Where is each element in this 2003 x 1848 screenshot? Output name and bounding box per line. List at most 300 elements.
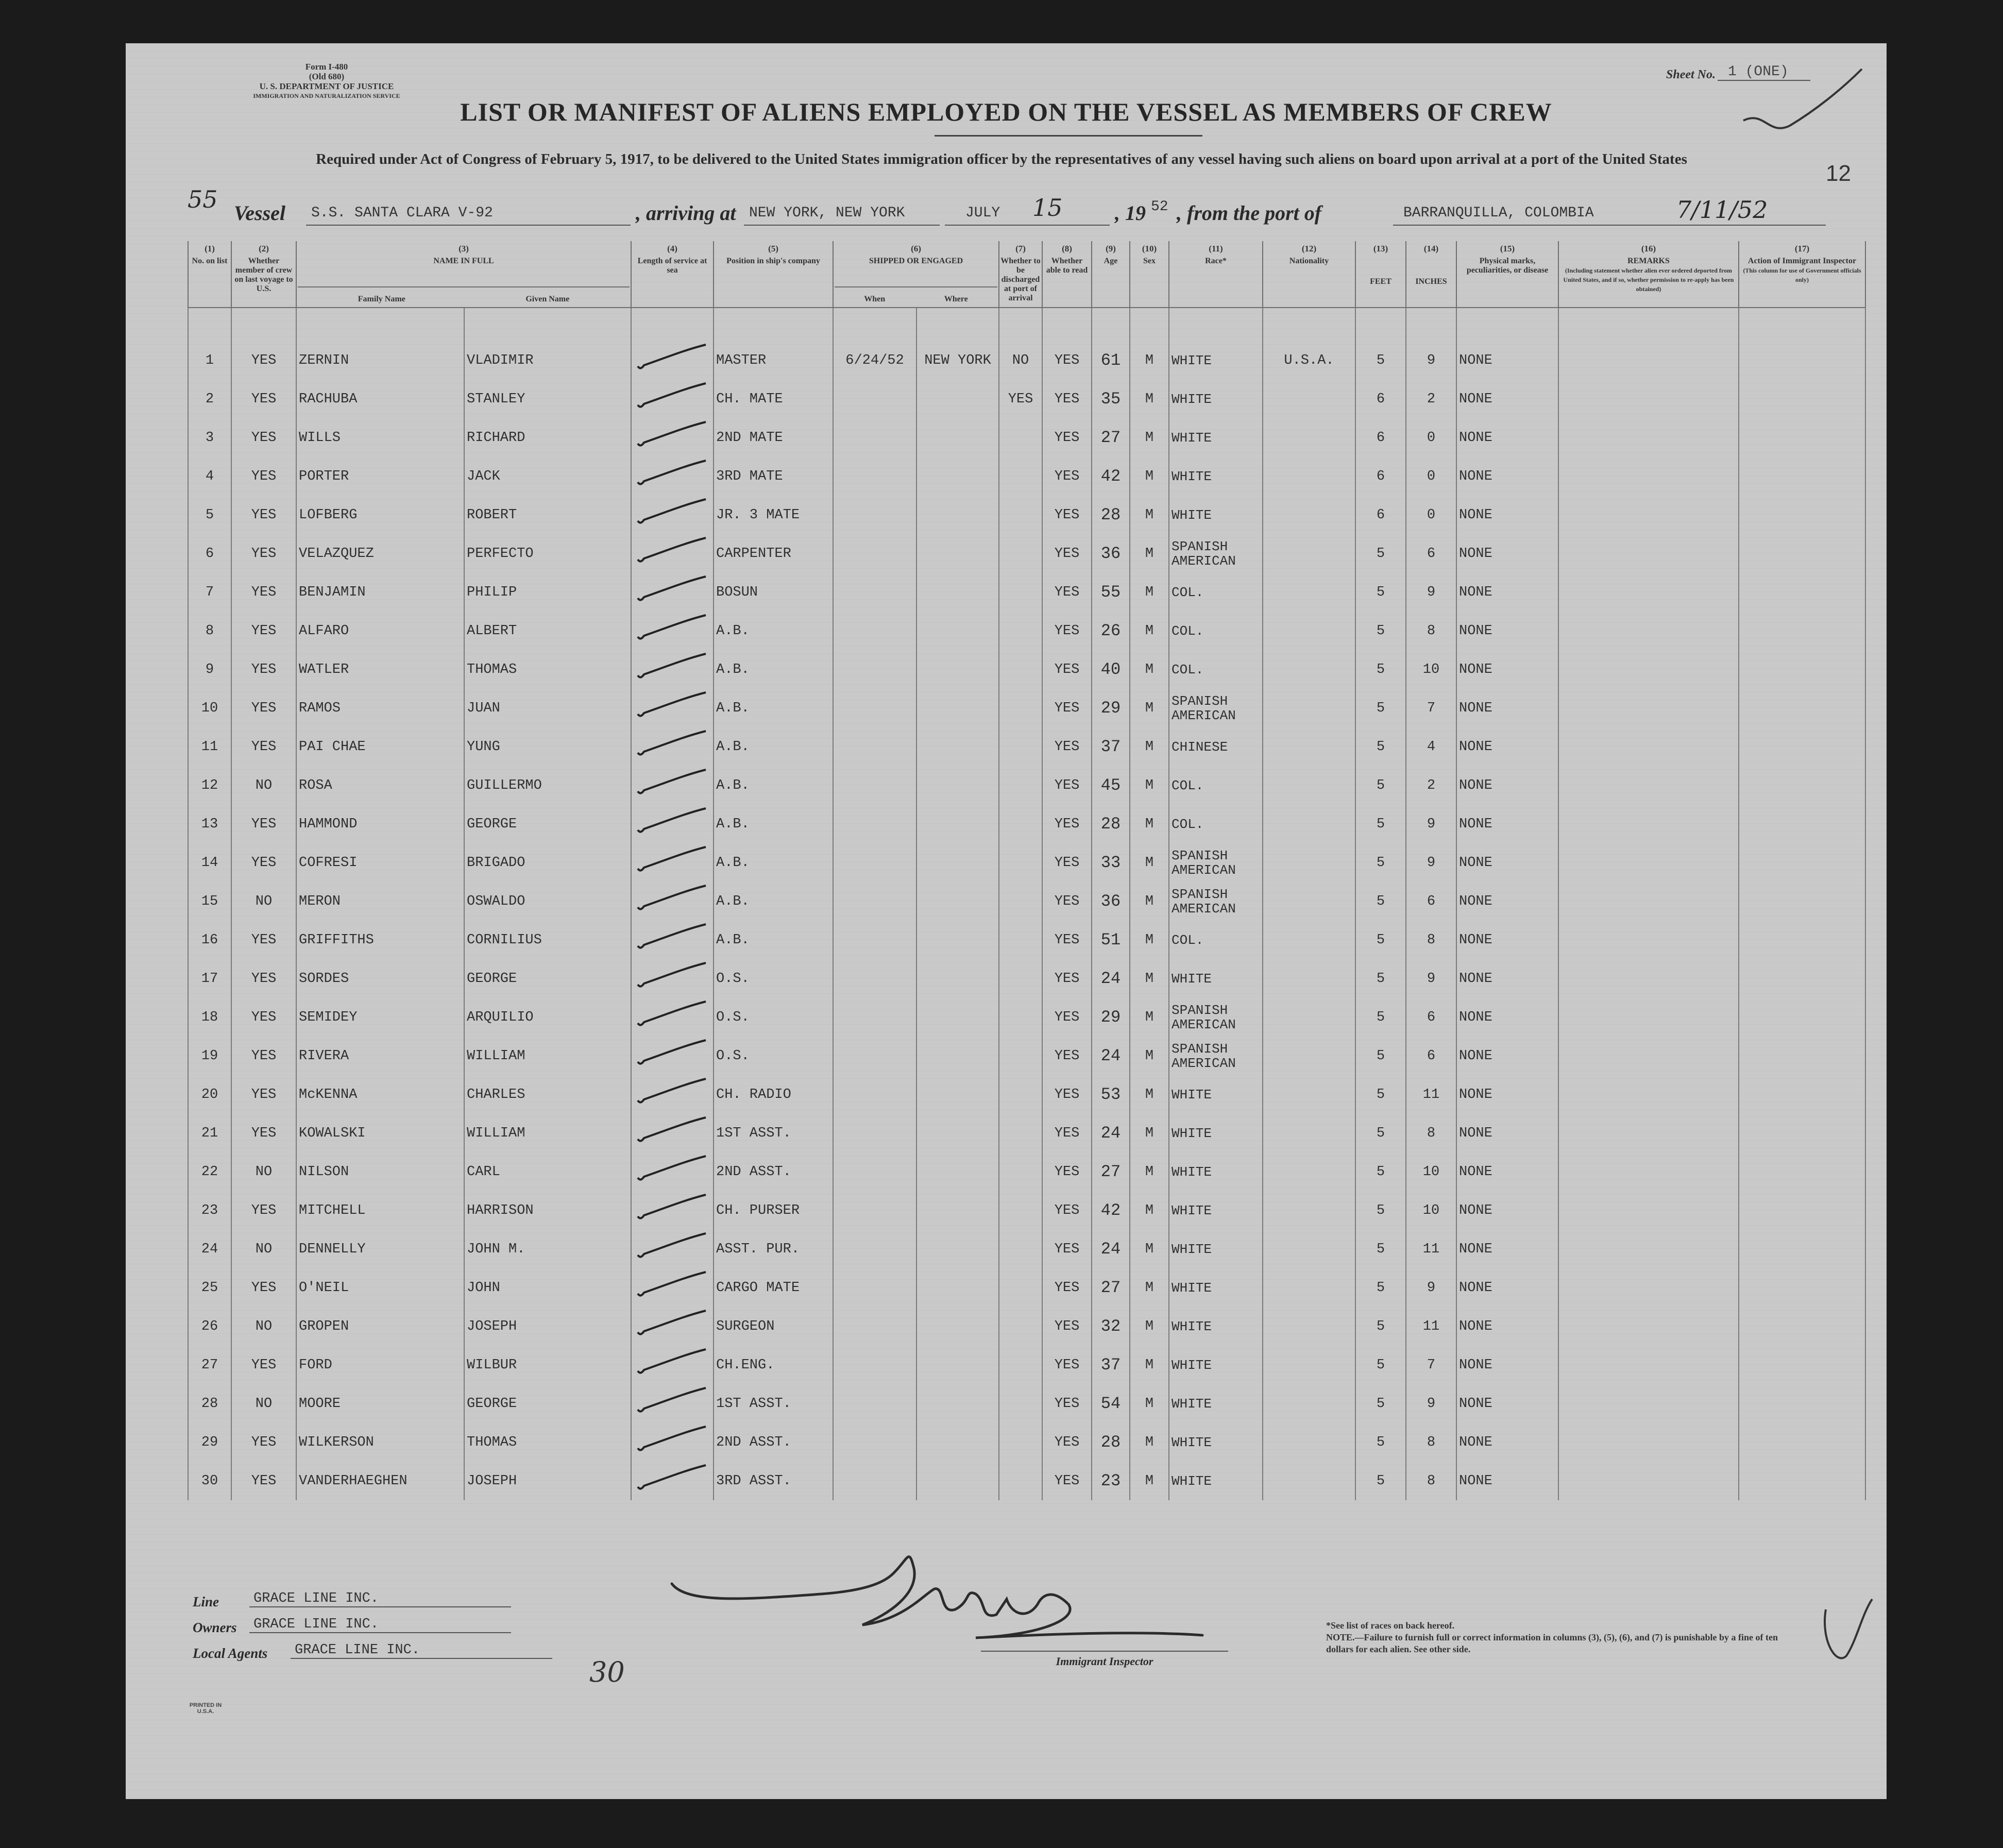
- cell-row-number: 13: [188, 805, 231, 843]
- cell-race: WHITE: [1169, 496, 1263, 534]
- cell-height-inches: 6: [1406, 998, 1456, 1037]
- cell-previous-voyage: YES: [231, 1037, 296, 1075]
- crew-row: [188, 1230, 1865, 1268]
- cell-family-name: VELAZQUEZ: [296, 534, 464, 573]
- cell-previous-voyage: NO: [231, 1152, 296, 1191]
- cell-age: 24: [1092, 1114, 1130, 1152]
- cell-position: ASST. PUR.: [714, 1230, 833, 1268]
- cell-able-to-read: YES: [1042, 1191, 1092, 1230]
- cell-physical-marks: NONE: [1456, 496, 1558, 534]
- check-mark-icon: [634, 845, 711, 876]
- cell-inspector-action: [1739, 998, 1865, 1037]
- crew-row: [188, 612, 1865, 650]
- cell-shipped-where: [916, 1075, 999, 1114]
- cell-service-check: [631, 805, 714, 843]
- cell-nationality: [1263, 1307, 1355, 1346]
- cell-age: 61: [1092, 341, 1130, 380]
- cell-row-number: 12: [188, 766, 231, 805]
- cell-able-to-read: YES: [1042, 1423, 1092, 1462]
- cell-family-name: BENJAMIN: [296, 573, 464, 612]
- cell-row-number: 2: [188, 380, 231, 418]
- cell-nationality: [1263, 418, 1355, 457]
- cell-able-to-read: YES: [1042, 612, 1092, 650]
- cell-nationality: [1263, 1152, 1355, 1191]
- cell-discharged: [999, 921, 1042, 959]
- inspector-signature: [667, 1537, 1244, 1661]
- cell-shipped-when: [833, 1037, 916, 1075]
- cell-nationality: [1263, 1384, 1355, 1423]
- manifest-body: [188, 308, 1865, 1500]
- cell-shipped-where: [916, 1037, 999, 1075]
- cell-able-to-read: YES: [1042, 1462, 1092, 1500]
- cell-able-to-read: YES: [1042, 1152, 1092, 1191]
- local-agents-label: Local Agents: [193, 1646, 268, 1661]
- cell-inspector-action: [1739, 921, 1865, 959]
- crew-row: [188, 380, 1865, 418]
- cell-inspector-action: [1739, 650, 1865, 689]
- cell-remarks: [1558, 341, 1739, 380]
- cell-inspector-action: [1739, 1384, 1865, 1423]
- cell-height-feet: 5: [1355, 1307, 1406, 1346]
- cell-able-to-read: YES: [1042, 650, 1092, 689]
- cell-service-check: [631, 921, 714, 959]
- crew-row: [188, 650, 1865, 689]
- check-mark-icon: [634, 1347, 711, 1378]
- cell-able-to-read: YES: [1042, 1268, 1092, 1307]
- cell-remarks: [1558, 1230, 1739, 1268]
- cell-sex: M: [1130, 650, 1169, 689]
- header-height-feet: (13) FEET: [1355, 241, 1406, 308]
- crew-row: [188, 418, 1865, 457]
- cell-shipped-where: [916, 1152, 999, 1191]
- owners-value: GRACE LINE INC.: [249, 1617, 511, 1633]
- crew-row: [188, 1346, 1865, 1384]
- cell-discharged: [999, 534, 1042, 573]
- vessel-label: Vessel: [234, 201, 285, 225]
- cell-age: 29: [1092, 689, 1130, 727]
- cell-inspector-action: [1739, 341, 1865, 380]
- cell-race: CHINESE: [1169, 727, 1263, 766]
- cell-age: 42: [1092, 457, 1130, 496]
- cell-shipped-when: [833, 1307, 916, 1346]
- check-mark-icon: [634, 961, 711, 992]
- crew-row: [188, 1037, 1865, 1075]
- cell-service-check: [631, 573, 714, 612]
- cell-height-feet: 5: [1355, 1462, 1406, 1500]
- cell-previous-voyage: YES: [231, 998, 296, 1037]
- cell-discharged: [999, 612, 1042, 650]
- cell-race: COL.: [1169, 805, 1263, 843]
- cell-position: CH.ENG.: [714, 1346, 833, 1384]
- cell-given-name: JOSEPH: [464, 1307, 631, 1346]
- cell-nationality: [1263, 1346, 1355, 1384]
- crew-row: [188, 1191, 1865, 1230]
- cell-shipped-when: [833, 1230, 916, 1268]
- cell-family-name: PORTER: [296, 457, 464, 496]
- cell-age: 40: [1092, 650, 1130, 689]
- cell-height-inches: 11: [1406, 1230, 1456, 1268]
- cell-height-inches: 10: [1406, 1152, 1456, 1191]
- cell-given-name: BRIGADO: [464, 843, 631, 882]
- cell-physical-marks: NONE: [1456, 727, 1558, 766]
- cell-sex: M: [1130, 534, 1169, 573]
- cell-shipped-when: [833, 805, 916, 843]
- cell-family-name: McKENNA: [296, 1075, 464, 1114]
- date-underline: [945, 225, 1110, 226]
- cell-inspector-action: [1739, 766, 1865, 805]
- crew-row: [188, 689, 1865, 727]
- cell-remarks: [1558, 1268, 1739, 1307]
- cell-service-check: [631, 457, 714, 496]
- cell-service-check: [631, 612, 714, 650]
- cell-discharged: [999, 689, 1042, 727]
- cell-remarks: [1558, 921, 1739, 959]
- cell-physical-marks: NONE: [1456, 882, 1558, 921]
- cell-family-name: GROPEN: [296, 1307, 464, 1346]
- cell-race: WHITE: [1169, 1384, 1263, 1423]
- cell-sex: M: [1130, 1423, 1169, 1462]
- sheet-label: Sheet No.: [1666, 68, 1716, 81]
- cell-remarks: [1558, 843, 1739, 882]
- cell-service-check: [631, 766, 714, 805]
- cell-row-number: 9: [188, 650, 231, 689]
- cell-row-number: 20: [188, 1075, 231, 1114]
- check-mark-icon: [634, 459, 711, 489]
- cell-age: 42: [1092, 1191, 1130, 1230]
- header-able-to-read: (8) Whether able to read: [1042, 241, 1092, 308]
- cell-given-name: JOSEPH: [464, 1462, 631, 1500]
- cell-discharged: [999, 1384, 1042, 1423]
- header-sex: (10) Sex: [1130, 241, 1169, 308]
- cell-given-name: CORNILIUS: [464, 921, 631, 959]
- cell-race: WHITE: [1169, 1268, 1263, 1307]
- departure-port: BARRANQUILLA, COLOMBIA: [1403, 205, 1594, 221]
- cell-age: 24: [1092, 959, 1130, 998]
- cell-sex: M: [1130, 766, 1169, 805]
- cell-nationality: [1263, 1423, 1355, 1462]
- cell-shipped-where: [916, 766, 999, 805]
- cell-physical-marks: NONE: [1456, 1075, 1558, 1114]
- cell-age: 54: [1092, 1384, 1130, 1423]
- arriving-port: NEW YORK, NEW YORK: [749, 205, 905, 221]
- cell-shipped-when: [833, 650, 916, 689]
- cell-previous-voyage: YES: [231, 1191, 296, 1230]
- cell-age: 37: [1092, 727, 1130, 766]
- cell-service-check: [631, 1037, 714, 1075]
- cell-inspector-action: [1739, 727, 1865, 766]
- crew-row: [188, 998, 1865, 1037]
- cell-position: 1ST ASST.: [714, 1384, 833, 1423]
- cell-shipped-when: [833, 418, 916, 457]
- cell-height-feet: 5: [1355, 1346, 1406, 1384]
- cell-shipped-where: [916, 457, 999, 496]
- cell-row-number: 25: [188, 1268, 231, 1307]
- cell-inspector-action: [1739, 612, 1865, 650]
- cell-physical-marks: NONE: [1456, 1268, 1558, 1307]
- cell-shipped-when: [833, 843, 916, 882]
- cell-physical-marks: NONE: [1456, 380, 1558, 418]
- year-suffix: 52: [1151, 199, 1168, 215]
- cell-shipped-when: [833, 1152, 916, 1191]
- cell-remarks: [1558, 1384, 1739, 1423]
- arrival-day: 15: [1032, 194, 1063, 222]
- cell-sex: M: [1130, 612, 1169, 650]
- cell-row-number: 28: [188, 1384, 231, 1423]
- cell-given-name: JOHN M.: [464, 1230, 631, 1268]
- cell-nationality: [1263, 766, 1355, 805]
- cell-service-check: [631, 1075, 714, 1114]
- cell-physical-marks: NONE: [1456, 843, 1558, 882]
- cell-row-number: 15: [188, 882, 231, 921]
- cell-row-number: 27: [188, 1346, 231, 1384]
- cell-physical-marks: NONE: [1456, 689, 1558, 727]
- header-when: When: [864, 295, 886, 303]
- cell-previous-voyage: YES: [231, 418, 296, 457]
- cell-row-number: 22: [188, 1152, 231, 1191]
- cell-age: 28: [1092, 805, 1130, 843]
- cell-race: WHITE: [1169, 1346, 1263, 1384]
- cell-given-name: THOMAS: [464, 1423, 631, 1462]
- cell-shipped-where: [916, 921, 999, 959]
- cell-remarks: [1558, 573, 1739, 612]
- cell-position: CARGO MATE: [714, 1268, 833, 1307]
- cell-service-check: [631, 650, 714, 689]
- cell-family-name: LOFBERG: [296, 496, 464, 534]
- cell-nationality: [1263, 998, 1355, 1037]
- cell-race: WHITE: [1169, 1152, 1263, 1191]
- cell-sex: M: [1130, 1268, 1169, 1307]
- cell-remarks: [1558, 496, 1739, 534]
- header-name-in-full: (3) NAME IN FULL Family Name Given Name: [296, 241, 631, 308]
- immigrant-inspector-label: Immigrant Inspector: [981, 1651, 1228, 1668]
- cell-shipped-when: [833, 573, 916, 612]
- cell-sex: M: [1130, 1346, 1169, 1384]
- cell-height-feet: 5: [1355, 573, 1406, 612]
- cell-inspector-action: [1739, 689, 1865, 727]
- cell-service-check: [631, 998, 714, 1037]
- cell-race: WHITE: [1169, 457, 1263, 496]
- cell-able-to-read: YES: [1042, 1075, 1092, 1114]
- cell-physical-marks: NONE: [1456, 341, 1558, 380]
- cell-previous-voyage: YES: [231, 380, 296, 418]
- crew-row: [188, 1152, 1865, 1191]
- cell-age: 27: [1092, 1152, 1130, 1191]
- crew-row: [188, 341, 1865, 380]
- header-shipped-or-engaged: (6) SHIPPED OR ENGAGED When Where: [833, 241, 999, 308]
- cell-inspector-action: [1739, 882, 1865, 921]
- cell-row-number: 10: [188, 689, 231, 727]
- cell-height-inches: 11: [1406, 1307, 1456, 1346]
- cell-able-to-read: YES: [1042, 341, 1092, 380]
- cell-row-number: 3: [188, 418, 231, 457]
- cell-given-name: THOMAS: [464, 650, 631, 689]
- cell-discharged: [999, 805, 1042, 843]
- cell-nationality: [1263, 882, 1355, 921]
- cell-discharged: [999, 1462, 1042, 1500]
- check-mark-icon: [634, 1077, 711, 1108]
- cell-height-feet: 5: [1355, 843, 1406, 882]
- cell-shipped-where: [916, 1346, 999, 1384]
- header-given-name: Given Name: [525, 295, 570, 303]
- cell-given-name: GEORGE: [464, 805, 631, 843]
- cell-age: 45: [1092, 766, 1130, 805]
- cell-shipped-when: [833, 921, 916, 959]
- bottom-check-mark: [1815, 1594, 1877, 1671]
- cell-service-check: [631, 534, 714, 573]
- cell-able-to-read: YES: [1042, 418, 1092, 457]
- cell-able-to-read: YES: [1042, 457, 1092, 496]
- check-mark-icon: [634, 1154, 711, 1185]
- service-name: IMMIGRATION AND NATURALIZATION SERVICE: [253, 92, 400, 99]
- cell-physical-marks: NONE: [1456, 959, 1558, 998]
- cell-position: 2ND ASST.: [714, 1152, 833, 1191]
- cell-position: O.S.: [714, 1037, 833, 1075]
- check-mark-icon: [634, 497, 711, 528]
- cell-remarks: [1558, 727, 1739, 766]
- cell-inspector-action: [1739, 1114, 1865, 1152]
- cell-height-inches: 2: [1406, 380, 1456, 418]
- cell-discharged: [999, 882, 1042, 921]
- cell-height-feet: 5: [1355, 882, 1406, 921]
- cell-remarks: [1558, 380, 1739, 418]
- cell-height-inches: 7: [1406, 1346, 1456, 1384]
- cell-remarks: [1558, 959, 1739, 998]
- check-mark-icon: [634, 420, 711, 451]
- cell-height-inches: 9: [1406, 1384, 1456, 1423]
- cell-row-number: 17: [188, 959, 231, 998]
- requirement-statement: Required under Act of Congress of February 5, 1917, to be delivered to the United States immigration officer by the representatives of any vessel having such aliens on board upon arrival at a port of the United States: [316, 151, 1687, 167]
- cell-height-feet: 5: [1355, 1191, 1406, 1230]
- cell-race: WHITE: [1169, 959, 1263, 998]
- cell-previous-voyage: NO: [231, 1230, 296, 1268]
- cell-family-name: GRIFFITHS: [296, 921, 464, 959]
- cell-family-name: WILLS: [296, 418, 464, 457]
- cell-shipped-where: [916, 998, 999, 1037]
- check-mark-icon: [634, 999, 711, 1030]
- cell-shipped-when: [833, 1075, 916, 1114]
- check-mark-icon: [634, 1463, 711, 1494]
- cell-row-number: 4: [188, 457, 231, 496]
- document-title: LIST OR MANIFEST OF ALIENS EMPLOYED ON THE VESSEL AS MEMBERS OF CREW: [460, 97, 1552, 126]
- cell-given-name: WILLIAM: [464, 1037, 631, 1075]
- cell-inspector-action: [1739, 1230, 1865, 1268]
- cell-given-name: JUAN: [464, 689, 631, 727]
- cell-discharged: [999, 1191, 1042, 1230]
- cell-height-feet: 5: [1355, 959, 1406, 998]
- cell-height-feet: 5: [1355, 766, 1406, 805]
- cell-position: A.B.: [714, 766, 833, 805]
- cell-inspector-action: [1739, 457, 1865, 496]
- cell-height-feet: 6: [1355, 380, 1406, 418]
- cell-able-to-read: YES: [1042, 766, 1092, 805]
- cell-race: WHITE: [1169, 1075, 1263, 1114]
- cell-position: A.B.: [714, 689, 833, 727]
- cell-family-name: ROSA: [296, 766, 464, 805]
- header-list-number: (1) No. on list: [188, 241, 231, 308]
- header-length-of-service: (4) Length of service at sea: [631, 241, 714, 308]
- cell-inspector-action: [1739, 805, 1865, 843]
- cell-previous-voyage: YES: [231, 1462, 296, 1500]
- cell-sex: M: [1130, 1114, 1169, 1152]
- cell-inspector-action: [1739, 1346, 1865, 1384]
- cell-sex: M: [1130, 1075, 1169, 1114]
- crew-row: [188, 959, 1865, 998]
- cell-discharged: [999, 496, 1042, 534]
- crew-row: [188, 1384, 1865, 1423]
- cell-nationality: [1263, 805, 1355, 843]
- cell-previous-voyage: YES: [231, 457, 296, 496]
- cell-discharged: [999, 650, 1042, 689]
- cell-height-inches: 9: [1406, 341, 1456, 380]
- cell-height-inches: 6: [1406, 1037, 1456, 1075]
- cell-race: SPANISH AMERICAN: [1169, 534, 1263, 573]
- cell-sex: M: [1130, 689, 1169, 727]
- cell-physical-marks: NONE: [1456, 457, 1558, 496]
- cell-height-inches: 6: [1406, 882, 1456, 921]
- cell-previous-voyage: YES: [231, 573, 296, 612]
- cell-height-feet: 5: [1355, 1230, 1406, 1268]
- cell-sex: M: [1130, 573, 1169, 612]
- crew-row: [188, 1307, 1865, 1346]
- cell-service-check: [631, 1191, 714, 1230]
- crew-row: [188, 1462, 1865, 1500]
- cell-discharged: [999, 727, 1042, 766]
- cell-height-inches: 0: [1406, 457, 1456, 496]
- cell-shipped-when: [833, 882, 916, 921]
- cell-height-feet: 5: [1355, 1423, 1406, 1462]
- cell-shipped-when: [833, 998, 916, 1037]
- cell-race: WHITE: [1169, 418, 1263, 457]
- cell-nationality: [1263, 1114, 1355, 1152]
- check-mark-icon: [634, 381, 711, 412]
- cell-able-to-read: YES: [1042, 959, 1092, 998]
- cell-given-name: PHILIP: [464, 573, 631, 612]
- cell-family-name: VANDERHAEGHEN: [296, 1462, 464, 1500]
- cell-physical-marks: NONE: [1456, 1307, 1558, 1346]
- cell-shipped-when: [833, 727, 916, 766]
- cell-previous-voyage: YES: [231, 534, 296, 573]
- cell-shipped-where: [916, 1114, 999, 1152]
- cell-height-feet: 5: [1355, 341, 1406, 380]
- cell-previous-voyage: YES: [231, 727, 296, 766]
- cell-height-feet: 5: [1355, 1384, 1406, 1423]
- cell-able-to-read: YES: [1042, 727, 1092, 766]
- cell-physical-marks: NONE: [1456, 998, 1558, 1037]
- line-value: GRACE LINE INC.: [249, 1591, 511, 1607]
- cell-discharged: [999, 573, 1042, 612]
- check-mark-icon: [634, 1309, 711, 1340]
- cell-height-inches: 8: [1406, 921, 1456, 959]
- cell-shipped-where: [916, 1462, 999, 1500]
- cell-remarks: [1558, 882, 1739, 921]
- cell-sex: M: [1130, 727, 1169, 766]
- handwritten-mark: 55: [188, 185, 218, 213]
- cell-age: 51: [1092, 921, 1130, 959]
- header-physical-marks: (15) Physical marks, peculiarities, or disease: [1456, 241, 1558, 308]
- cell-nationality: [1263, 959, 1355, 998]
- header-age: (9) Age: [1092, 241, 1130, 308]
- cell-family-name: RAMOS: [296, 689, 464, 727]
- footnote-race: *See list of races on back hereof.: [1326, 1620, 1455, 1631]
- cell-race: SPANISH AMERICAN: [1169, 689, 1263, 727]
- cell-row-number: 30: [188, 1462, 231, 1500]
- cell-nationality: U.S.A.: [1263, 341, 1355, 380]
- cell-able-to-read: YES: [1042, 1346, 1092, 1384]
- cell-physical-marks: NONE: [1456, 921, 1558, 959]
- cell-race: WHITE: [1169, 341, 1263, 380]
- cell-discharged: [999, 457, 1042, 496]
- cell-position: 1ST ASST.: [714, 1114, 833, 1152]
